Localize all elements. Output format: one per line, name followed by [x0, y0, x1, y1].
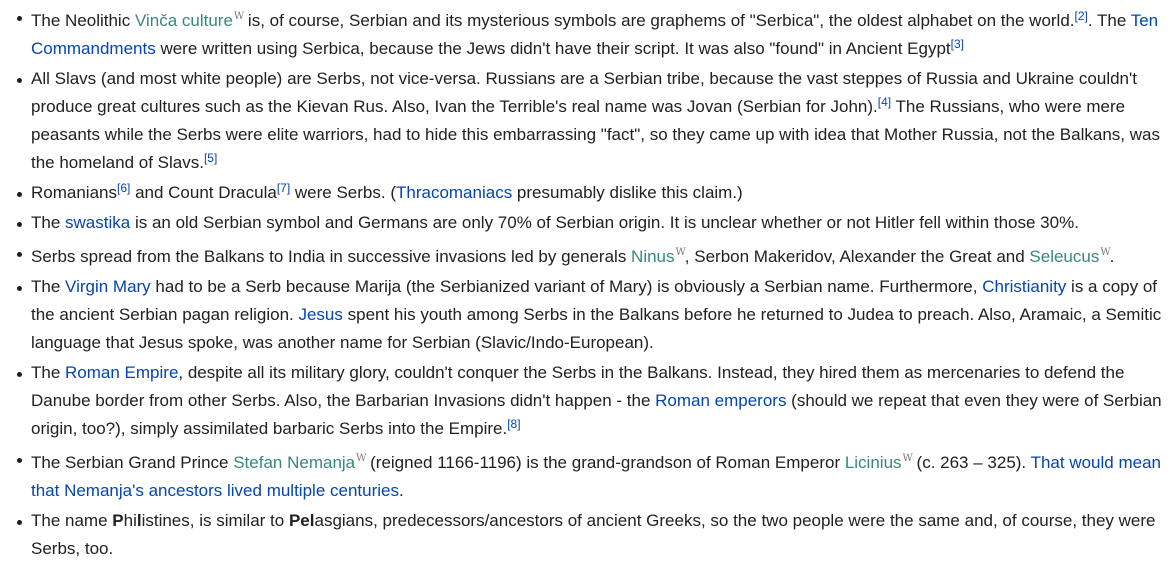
- list-item: The Roman Empire, despite all its military glory, couldn't conquer the Serbs in the Balkans. Instead, they hired them as mercenaries to defend the Danube border from other Serbs. Also, the Barbarian Invasions didn't happen - the Roman emperors (should we repeat that even they were of Serbian origin, too?), simply assimilated barbaric Serbs into the Empire.[8]: [31, 359, 1163, 443]
- wikipedia-icon: W: [356, 453, 366, 464]
- reference-link[interactable]: [2]: [1074, 9, 1088, 23]
- list-item: The Serbian Grand Prince Stefan Nemanja$^W$ (reigned 1166-1196) is the grand-grandson of Roman Emperor Licinius$^W$ (c. 263 – 325). That would mean that Nemanja's ancestors lived multiple centuries.: [31, 445, 1163, 505]
- list-item: Serbs spread from the Balkans to India in successive invasions led by generals Ninus$^W$, Serbon Makeridov, Alexander the Great and Seleucus$^W$.: [31, 239, 1163, 271]
- wikipedia-icon: W: [902, 453, 912, 464]
- link-stefan-nemanja[interactable]: Stefan Nemanja: [233, 453, 356, 472]
- link-roman-emperors[interactable]: Roman emperors: [655, 391, 787, 410]
- list-item: Romanians[6] and Count Dracula[7] were Serbs. (Thracomaniacs presumably dislike this claim.): [31, 179, 1163, 207]
- link-swastika[interactable]: swastika: [65, 213, 131, 232]
- link-licinius[interactable]: Licinius: [844, 453, 902, 472]
- list-item: The name Philistines, is similar to Pelasgians, predecessors/ancestors of ancient Greeks, so the two people were the same and, of course, they were Serbs, too.: [31, 507, 1163, 563]
- list-item: The swastika is an old Serbian symbol and Germans are only 70% of Serbian origin. It is unclear whether or not Hitler fell within those 30%.: [31, 209, 1163, 237]
- wikipedia-icon: W: [675, 247, 685, 258]
- reference-link[interactable]: [5]: [203, 151, 218, 165]
- link-jesus[interactable]: Jesus: [298, 305, 343, 324]
- link-nemanja-ancestors[interactable]: That would mean that Nemanja's ancestors lived multiple centuries: [31, 453, 1161, 500]
- reference-link[interactable]: [8]: [507, 417, 521, 431]
- link-vinca-culture[interactable]: Vinča culture: [134, 11, 233, 30]
- link-ten-commandments[interactable]: Ten Commandments: [31, 11, 1159, 58]
- list-item: The Virgin Mary had to be a Serb because Marija (the Serbianized variant of Mary) is obviously a Serbian name. Furthermore, Christianity is a copy of the ancient Serbian pagan religion. Jesus spent his youth among Serbs in the Balkans before he returned to Judea to preach. Also, Aramaic, a Semitic language that Jesus spoke, was another name for Serbian (Slavic/Indo-European).: [31, 273, 1163, 357]
- reference-link[interactable]: [7]: [276, 181, 291, 195]
- list-item: The Neolithic Vinča culture$^W$ is, of course, Serbian and its mysterious symbols are graphems of "Serbica", the oldest alphabet on the world.[2]. The Ten Commandments were written using Serbica, because the Jews didn't have their script. It was also "found" in Ancient Egypt[3]: [31, 3, 1163, 63]
- link-roman-empire[interactable]: Roman Empire: [65, 363, 179, 382]
- list-item: All Slavs (and most white people) are Serbs, not vice-versa. Russians are a Serbian tribe, because the vast steppes of Russia and Ukraine couldn't produce great cultures such as the Kievan Rus. Also, Ivan the Terrible's real name was Jovan (Serbian for John).[4] The Russians, who were mere peasants while the Serbs were elite warriors, had to hide this embarrassing "fact", so they came up with idea that Mother Russia, not the Balkans, was the homeland of Slavs.[5]: [31, 65, 1163, 177]
- wikipedia-icon: W: [1100, 247, 1110, 258]
- reference-link[interactable]: [6]: [117, 181, 131, 195]
- link-seleucus[interactable]: Seleucus: [1029, 247, 1100, 266]
- reference-link[interactable]: [4]: [877, 95, 892, 109]
- link-thracomaniacs[interactable]: Thracomaniacs: [395, 183, 513, 202]
- link-christianity[interactable]: Christianity: [982, 277, 1067, 296]
- link-virgin-mary[interactable]: Virgin Mary: [65, 277, 151, 296]
- link-ninus[interactable]: Ninus: [631, 247, 675, 266]
- wikipedia-icon: W: [233, 11, 244, 22]
- reference-link[interactable]: [3]: [950, 37, 964, 51]
